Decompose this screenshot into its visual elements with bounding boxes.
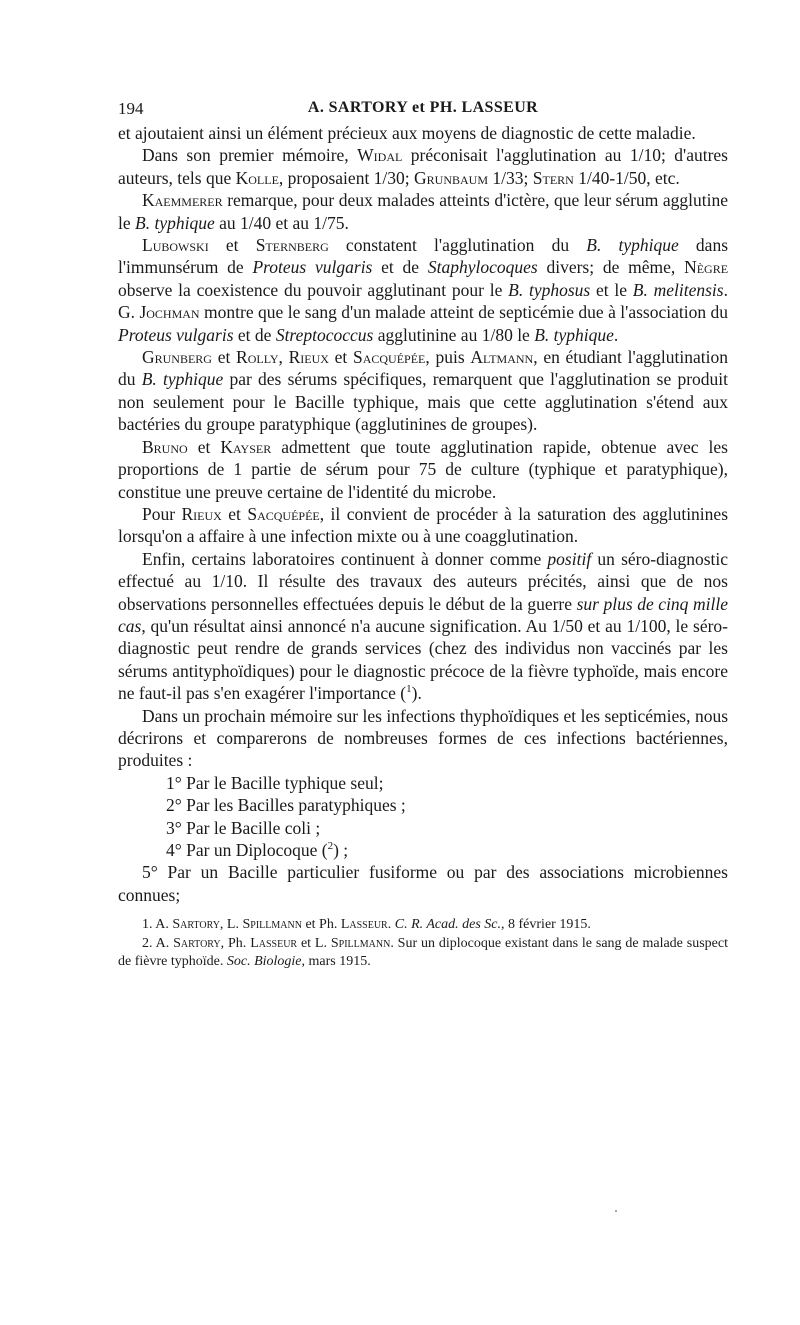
- author-name: Kolle: [235, 167, 279, 188]
- list-item: 4° Par un Diplocoque ($^2$) ;: [166, 840, 349, 860]
- print-speck: [615, 1210, 617, 1212]
- footnote-2: 2. A. Sartory, Ph. Lasseur et L. Spillmann. Sur un diplocoque existant dans le sang de malade suspect de fièvre typhoïde. Soc. Biologie, mars 1915.: [118, 935, 728, 970]
- species-name: B. typhique: [534, 324, 614, 345]
- running-title: A. SARTORY et PH. LASSEUR: [307, 99, 539, 116]
- species-name: B. typhique: [135, 212, 215, 233]
- footnote-ref: 1: [406, 683, 412, 696]
- author-name: Nègre: [684, 257, 729, 278]
- author-name: Grunberg: [142, 347, 212, 368]
- paragraph-lubowski: Lubowski et Sternberg constatent l'agglutination du B. typhique dans l'immunsérum de Proteus vulgaris et de Staphylocoques divers; de même, Nègre observe la coexistence du pouvoir agglutinant pour le B. typhosus et le B. melitensis. G. Jochman montre que le sang d'un malade atteint de septicémie due à l'association du Proteus vulgaris et de Streptococcus agglutinine au 1/80 le B. typhique.: [118, 235, 729, 345]
- running-header: [118, 96, 728, 122]
- author-name: Stern: [532, 167, 574, 188]
- author-name: Widal: [357, 145, 403, 166]
- species-name: B. melitensis: [632, 279, 724, 300]
- page: [118, 96, 728, 972]
- list-item: 3° Par le Bacille coli ;: [166, 817, 321, 838]
- paragraph-enfin: Enfin, certains laboratoires continuent à donner comme positif un séro-diagnostic effectué au 1/10. Il résulte des travaux des auteurs précités, ainsi que de nos observations personnelles effectuées depuis le début de la guerre sur plus de cinq mille cas, qu'un résultat ainsi annoncé n'a aucune signification. Au 1/50 et au 1/100, le séro-diagnostic peut rendre de grands services (chez des individus non vaccinés par les sérums antityphoïdiques) pour le diagnostic précoce de la fièvre typhoïde, mais encore ne faut-il pas s'en exagérer l'importance ($^1$).: [118, 548, 729, 704]
- paragraph-rieux: Pour Rieux et Sacquépée, il convient de procéder à la saturation des agglutinines lorsqu'on a affaire à une infection mixte ou à une coagglutination.: [118, 503, 728, 547]
- author-name: Altmann: [470, 347, 534, 368]
- paragraph-grunberg: Grunberg et Rolly, Rieux et Sacquépée, puis Altmann, en étudiant l'agglutination du B. typhique par des sérums spécifiques, remarquent que l'agglutination se produit non seulement pour le Bacille typhique, mais que cette agglutination s'étend aux bactéries du groupe paratyphique (agglutinines de groupes).: [118, 347, 728, 435]
- list-item: 1° Par le Bacille typhique seul;: [166, 772, 384, 793]
- author-name: Sternberg: [255, 235, 329, 256]
- footnote-ref: 2: [327, 840, 334, 853]
- author-name: Grunbaum: [414, 167, 489, 188]
- paragraph-continuation: et ajoutaient ainsi un élément précieux aux moyens de diagnostic de cette maladie.: [118, 123, 696, 143]
- author-name: Jochman: [139, 302, 200, 323]
- author-name: Lubowski: [142, 235, 209, 256]
- paragraph-prochain: Dans un prochain mémoire sur les infections thyphoïdiques et les septicémies, nous décrirons et comparerons de nombreuses formes de ces infections bactériennes, produites :: [118, 705, 728, 771]
- species-name: B. typhique: [141, 369, 224, 390]
- body-text: [118, 122, 728, 906]
- emphasis: sur plus de cinq mille cas: [118, 593, 728, 636]
- species-name: Proteus vulgaris: [118, 324, 234, 345]
- author-name: Rieux: [288, 347, 329, 368]
- list-item: 2° Par les Bacilles paratyphiques ;: [166, 795, 406, 816]
- species-name: B. typhosus: [508, 279, 591, 300]
- paragraph-kaemmerer: Kaemmerer remarque, pour deux malades atteints d'ictère, que leur sérum agglutine le B. typhique au 1/40 et au 1/75.: [118, 190, 728, 233]
- author-name: Kaemmerer: [142, 190, 223, 211]
- author-name: Bruno: [142, 436, 188, 457]
- emphasis: positif: [547, 548, 592, 569]
- species-name: B. typhique: [586, 235, 679, 256]
- footnote-1: 1. A. Sartory, L. Spillmann et Ph. Lasseur. C. R. Acad. des Sc., 8 février 1915.: [142, 917, 591, 933]
- list-item: 5° Par un Bacille particulier fusiforme ou par des associations microbiennes connues;: [118, 862, 728, 905]
- species-name: Proteus vulgaris: [252, 257, 373, 278]
- species-name: Staphylocoques: [427, 257, 538, 278]
- author-name: Sacquépée: [247, 503, 320, 524]
- paragraph-bruno: Bruno et Kayser admettent que toute agglutination rapide, obtenue avec les proportions de 1 partie de sérum pour 75 de culture (typhique et paratyphique), constitue une preuve certaine de l'identité du microbe.: [118, 436, 728, 502]
- footnotes: [118, 916, 728, 972]
- author-name: Rieux: [181, 503, 222, 524]
- species-name: Streptococcus: [275, 324, 374, 345]
- page-number: 194: [118, 99, 144, 118]
- paragraph-widal: Dans son premier mémoire, Widal préconisait l'agglutination au 1/10; d'autres auteurs, tels que Kolle, proposaient 1/30; Grunbaum 1/33; Stern 1/40-1/50, etc.: [118, 145, 728, 188]
- author-name: Kayser: [220, 436, 272, 457]
- author-name: Rolly: [236, 347, 279, 368]
- author-name: Sacquépée: [352, 347, 426, 368]
